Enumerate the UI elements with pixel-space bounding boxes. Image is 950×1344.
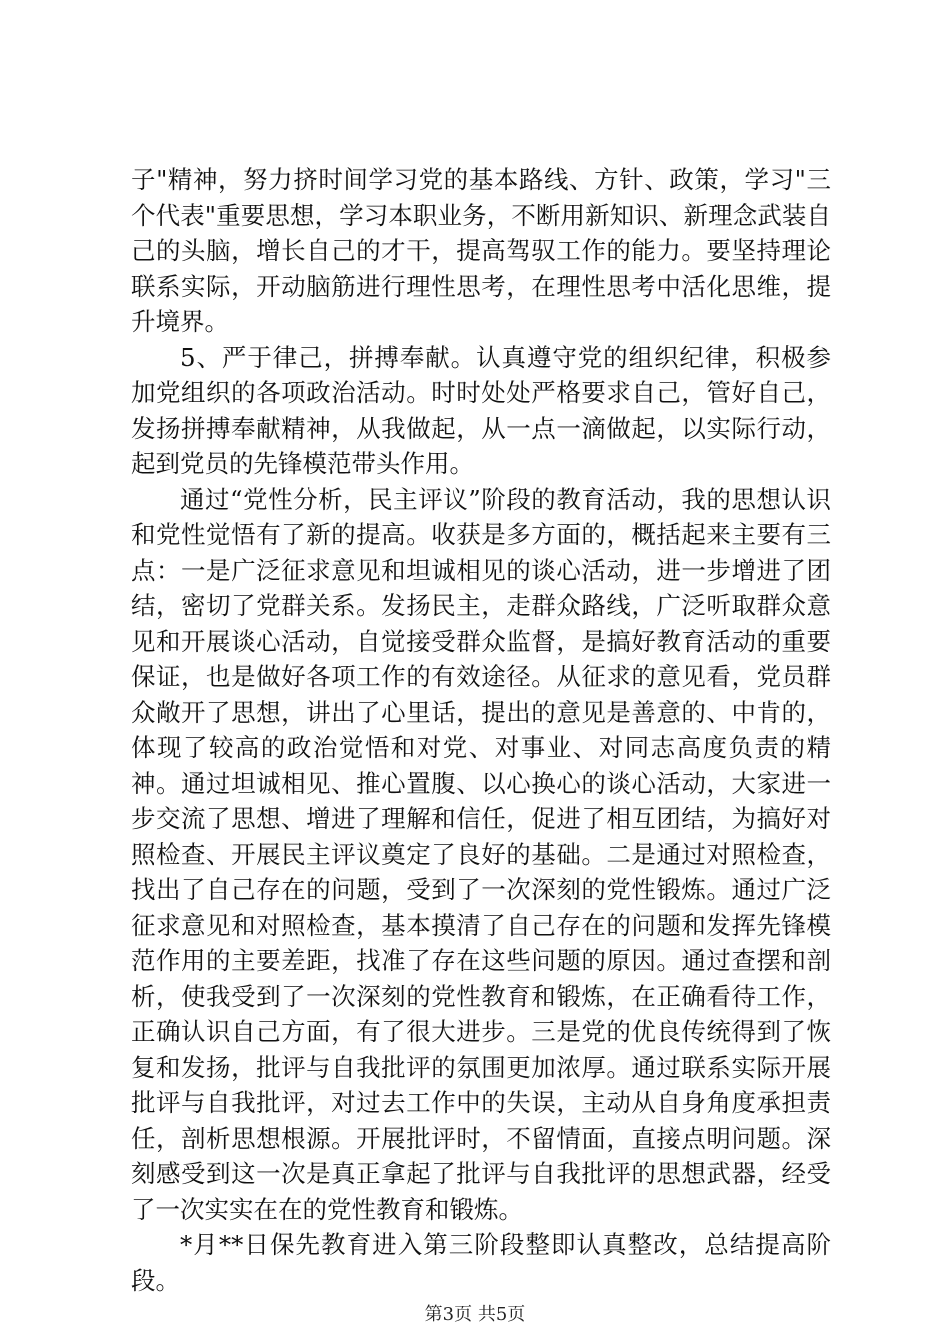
document-body: [131, 162, 831, 1298]
page-number-footer: 第3页 共5页: [424, 1304, 526, 1325]
paragraph-continuation: 子"精神，努力挤时间学习党的基本路线、方针、政策，学习"三个代表"重要思想，学习本职业务，不断用新知识、新理念武装自己的头脑，增长自己的才干，提高驾驭工作的能力。要坚持理论联系实际，开动脑筋进行理性思考，在理性思考中活化思维，提升境界。: [131, 165, 831, 336]
paragraph-summary: 通过“党性分析，民主评议”阶段的教育活动，我的思想认识和党性觉悟有了新的提高。收获是多方面的，概括起来主要有三点：一是广泛征求意见和坦诚相见的谈心活动，进一步增进了团结，密切了党群关系。发扬民主，走群众路线，广泛听取群众意见和开展谈心活动，自觉接受群众监督，是搞好教育活动的重要保证，也是做好各项工作的有效途径。从征求的意见看，党员群众敞开了思想，讲出了心里话，提出的意见是善意的、中肯的，体现了较高的政治觉悟和对党、对事业、对同志高度负责的精神。通过坦诚相见、推心置腹、以心换心的谈心活动，大家进一步交流了思想、增进了理解和信任，促进了相互团结，为搞好对照检查、开展民主评议奠定了良好的基础。二是通过对照检查，找出了自己存在的问题，受到了一次深刻的党性锻炼。通过广泛征求意见和对照检查，基本摸清了自己存在的问题和发挥先锋模范作用的主要差距，找准了存在这些问题的原因。通过查摆和剖析，使我受到了一次深刻的党性教育和锻炼，在正确看待工作，正确认识自己方面，有了很大进步。三是党的优良传统得到了恢复和发扬，批评与自我批评的氛围更加浓厚。通过联系实际开展批评与自我批评，对过去工作中的失误，主动从自身角度承担责任，剖析思想根源。开展批评时，不留情面，直接点明问题。深刻感受到这一次是真正拿起了批评与自我批评的思想武器，经受了一次实实在在的党性教育和锻炼。: [131, 484, 831, 1224]
paragraph-stage-three: *月**日保先教育进入第三阶段整即认真整改，总结提高阶段。: [131, 1230, 831, 1295]
paragraph-item-5: 5、严于律己，拼搏奉献。认真遵守党的组织纪律，积极参加党组织的各项政治活动。时时处处严格要求自己，管好自己，发扬拼搏奉献精神，从我做起，从一点一滴做起，以实际行动，起到党员的先锋模范带头作用。: [131, 342, 831, 478]
